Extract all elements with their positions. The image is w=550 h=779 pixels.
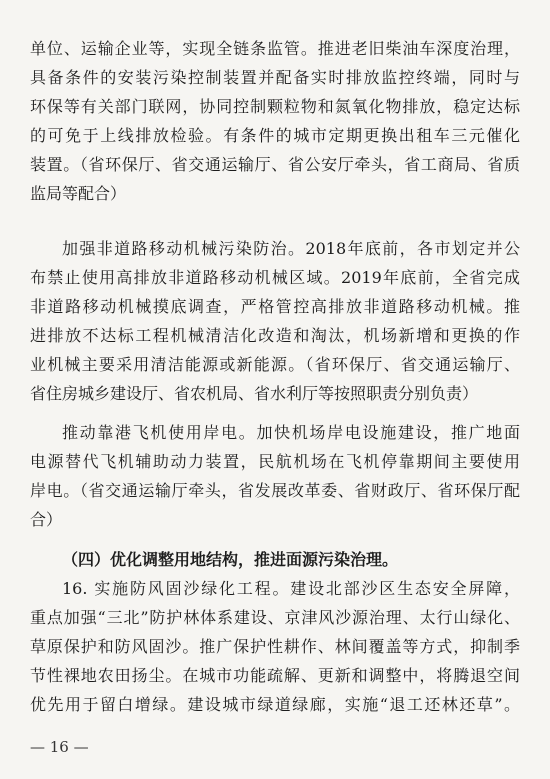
text-line: 节性裸地农田扬尘。在城市功能疏解、更新和调整中，将腾退空间 — [30, 666, 520, 685]
text-line: 单位、运输企业等，实现全链条监管。推进老旧柴油车深度治理， — [30, 39, 520, 58]
text-line: 监局等配合） — [30, 184, 127, 203]
text-line: 16. 实施防风固沙绿化工程。建设北部沙区生态安全屏障， — [62, 579, 520, 598]
text-line: 业机械主要采用清洁能源或新能源。（省环保厅、省交通运输厅、 — [30, 355, 520, 374]
text-line: 的可免于上线排放检验。有条件的城市定期更换出租车三元催化 — [30, 126, 520, 145]
text-line: 电源替代飞机辅助动力装置，民航机场在飞机停靠期间主要使用 — [30, 452, 520, 471]
text-line: 具备条件的安装污染控制装置并配备实时排放监控终端，同时与 — [30, 68, 520, 87]
text-line: 装置。（省环保厅、省交通运输厅、省公安厅牵头，省工商局、省质 — [30, 155, 520, 174]
text-line: 进排放不达标工程机械清洁化改造和淘汰，机场新增和更换的作 — [30, 326, 520, 345]
text-line: 草原保护和防风固沙。推广保护性耕作、林间覆盖等方式，抑制季 — [30, 637, 520, 656]
section-heading: （四）优化调整用地结构，推进面源污染治理。 — [62, 550, 399, 569]
page-number: — 16 — — [30, 738, 89, 756]
text-line: 环保等有关部门联网，协同控制颗粒物和氮氧化物排放，稳定达标 — [30, 97, 520, 116]
text-line: 省住房城乡建设厅、省农机局、省水利厅等按照职责分别负责） — [30, 384, 479, 403]
text-line: 岸电。（省交通运输厅牵头，省发展改革委、省财政厅、省环保厅配 — [30, 481, 520, 500]
text-line: 优先用于留白增绿。建设城市绿道绿廊，实施“退工还林还草”。 — [30, 695, 520, 714]
text-line: 非道路移动机械摸底调查，严格管控高排放非道路移动机械。推 — [30, 297, 520, 316]
text-line: 布禁止使用高排放非道路移动机械区域。2019年底前，全省完成 — [30, 268, 520, 287]
text-line: 重点加强“三北”防护林体系建设、京津风沙源治理、太行山绿化、 — [30, 608, 520, 627]
text-line: 推动靠港飞机使用岸电。加快机场岸电设施建设，推广地面 — [62, 423, 520, 442]
text-line: 合） — [30, 510, 63, 529]
text-line: 加强非道路移动机械污染防治。2018年底前，各市划定并公 — [62, 239, 520, 258]
